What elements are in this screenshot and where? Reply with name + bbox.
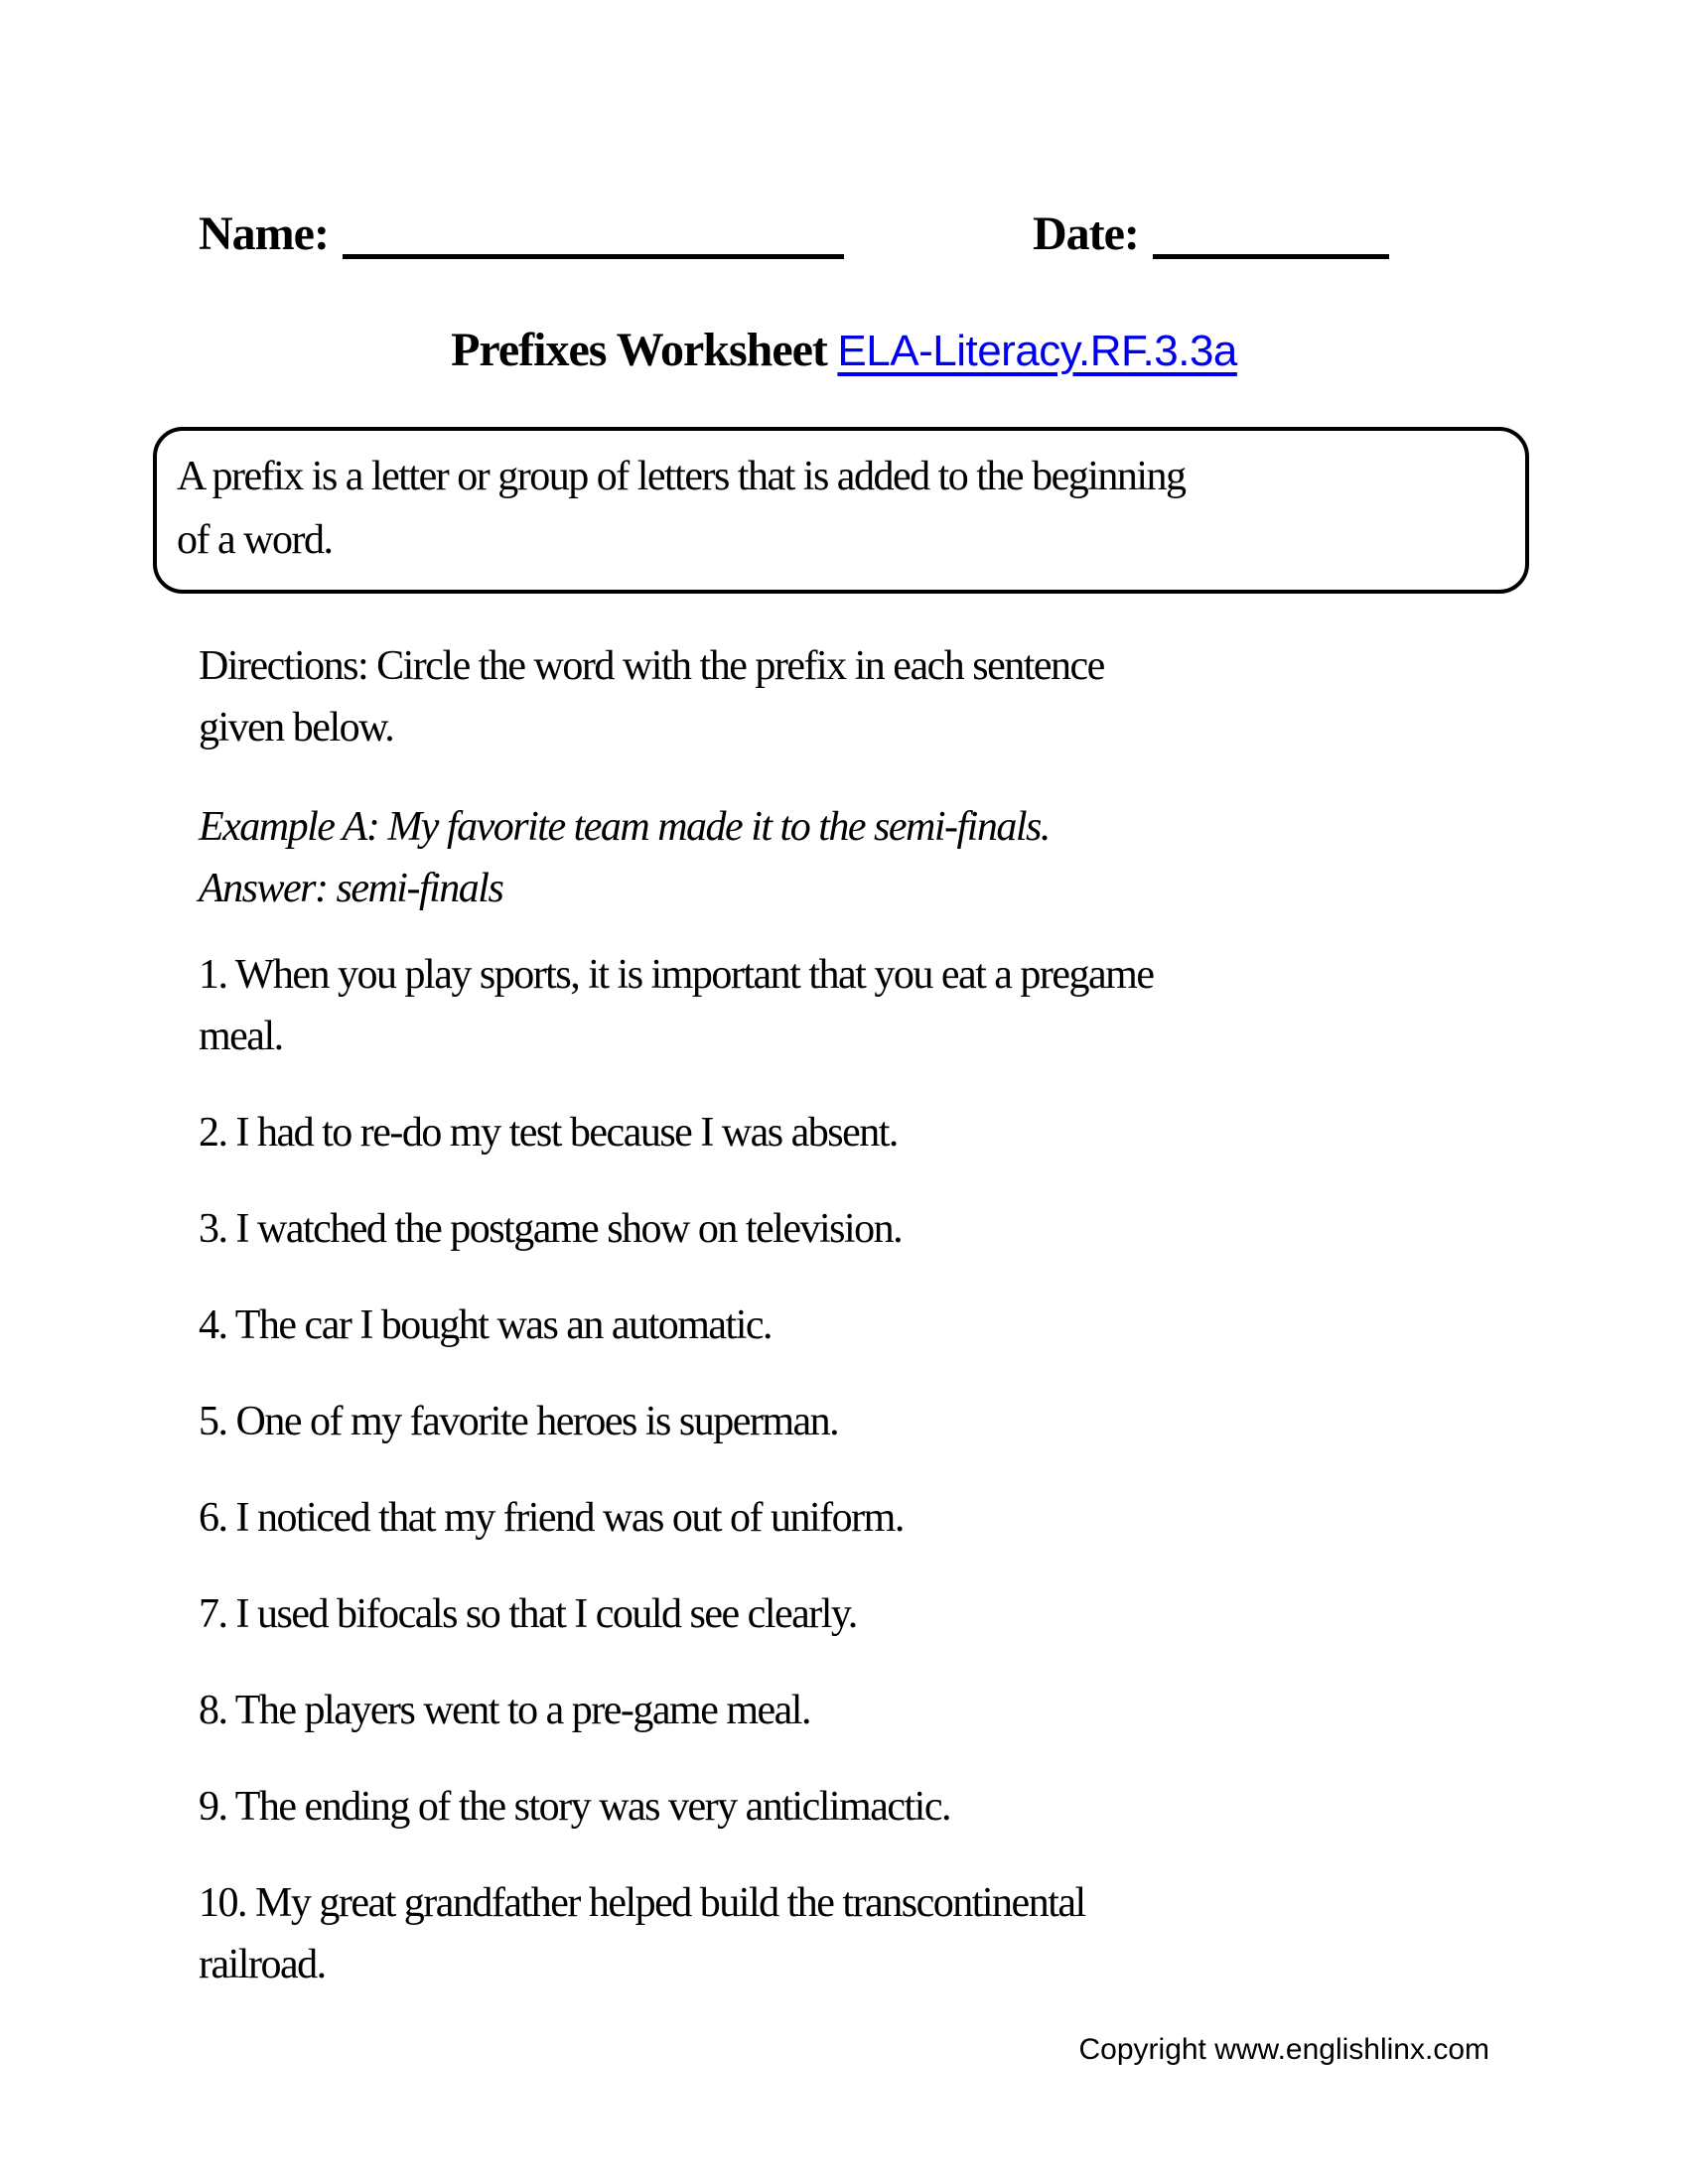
sentence-number: 1. xyxy=(199,952,227,998)
sentence-text: meal. xyxy=(199,1014,283,1059)
sentence-number: 9. xyxy=(199,1784,227,1830)
sentence-text: The ending of the story was very anticlimactic. xyxy=(234,1784,950,1830)
standard-link[interactable]: ELA-Literacy.RF.3.3a xyxy=(837,327,1237,375)
sentence-number: 10. xyxy=(199,1880,246,1926)
sentence-item xyxy=(199,1776,1489,1838)
sentence-text: The car I bought was an automatic. xyxy=(234,1302,773,1348)
sentence-item xyxy=(199,1583,1489,1645)
example-block xyxy=(199,796,1489,919)
sentence-number: 5. xyxy=(199,1399,227,1444)
sentence-text: I used bifocals so that I could see clearly. xyxy=(235,1591,857,1637)
sentence-number: 3. xyxy=(199,1206,227,1252)
sentence-item xyxy=(199,944,1489,1067)
sentence-text: One of my favorite heroes is superman. xyxy=(235,1399,839,1444)
sentence-item xyxy=(199,1295,1489,1356)
sentence-number: 4. xyxy=(199,1302,227,1348)
sentence-text: I noticed that my friend was out of uniform. xyxy=(235,1495,904,1541)
date-label: Date: xyxy=(1032,207,1139,260)
sentence-text: My great grandfather helped build the transcontinental xyxy=(255,1880,1085,1926)
sentence-item xyxy=(199,1872,1489,1995)
directions-line: Directions: Circle the word with the prefix in each sentence xyxy=(199,643,1104,689)
directions xyxy=(199,635,1489,758)
name-blank-line xyxy=(343,254,844,259)
sentence-text: When you play sports, it is important that you eat a pregame xyxy=(234,952,1154,998)
sentence-text: railroad. xyxy=(199,1942,326,1987)
sentence-list xyxy=(199,944,1489,1995)
date-blank-line xyxy=(1153,254,1389,259)
worksheet-title: Prefixes Worksheet xyxy=(451,324,827,376)
sentence-item xyxy=(199,1102,1489,1163)
example-sentence: Example A: My favorite team made it to the semi-finals. xyxy=(199,804,1050,850)
name-label: Name: xyxy=(199,207,329,260)
sentence-number: 2. xyxy=(199,1110,227,1156)
sentence-item xyxy=(199,1391,1489,1452)
sentence-number: 6. xyxy=(199,1495,227,1541)
sentence-text: The players went to a pre-game meal. xyxy=(234,1688,810,1733)
sentence-text: I had to re-do my test because I was absent. xyxy=(235,1110,898,1156)
sentence-number: 8. xyxy=(199,1688,227,1733)
definition-box xyxy=(153,427,1529,594)
name-date-row xyxy=(199,204,1489,265)
sentence-item xyxy=(199,1680,1489,1741)
definition-line: A prefix is a letter or group of letters that is added to the beginning xyxy=(177,454,1186,499)
sentence-item xyxy=(199,1198,1489,1260)
copyright-text: Copyright www.englishlinx.com xyxy=(1078,2033,1489,2066)
title-row xyxy=(199,323,1489,379)
sentence-item xyxy=(199,1487,1489,1549)
example-answer: Answer: semi-finals xyxy=(199,866,503,911)
sentence-number: 7. xyxy=(199,1591,227,1637)
definition-line: of a word. xyxy=(177,517,333,563)
sentence-text: I watched the postgame show on television. xyxy=(235,1206,903,1252)
directions-line: given below. xyxy=(199,705,394,751)
